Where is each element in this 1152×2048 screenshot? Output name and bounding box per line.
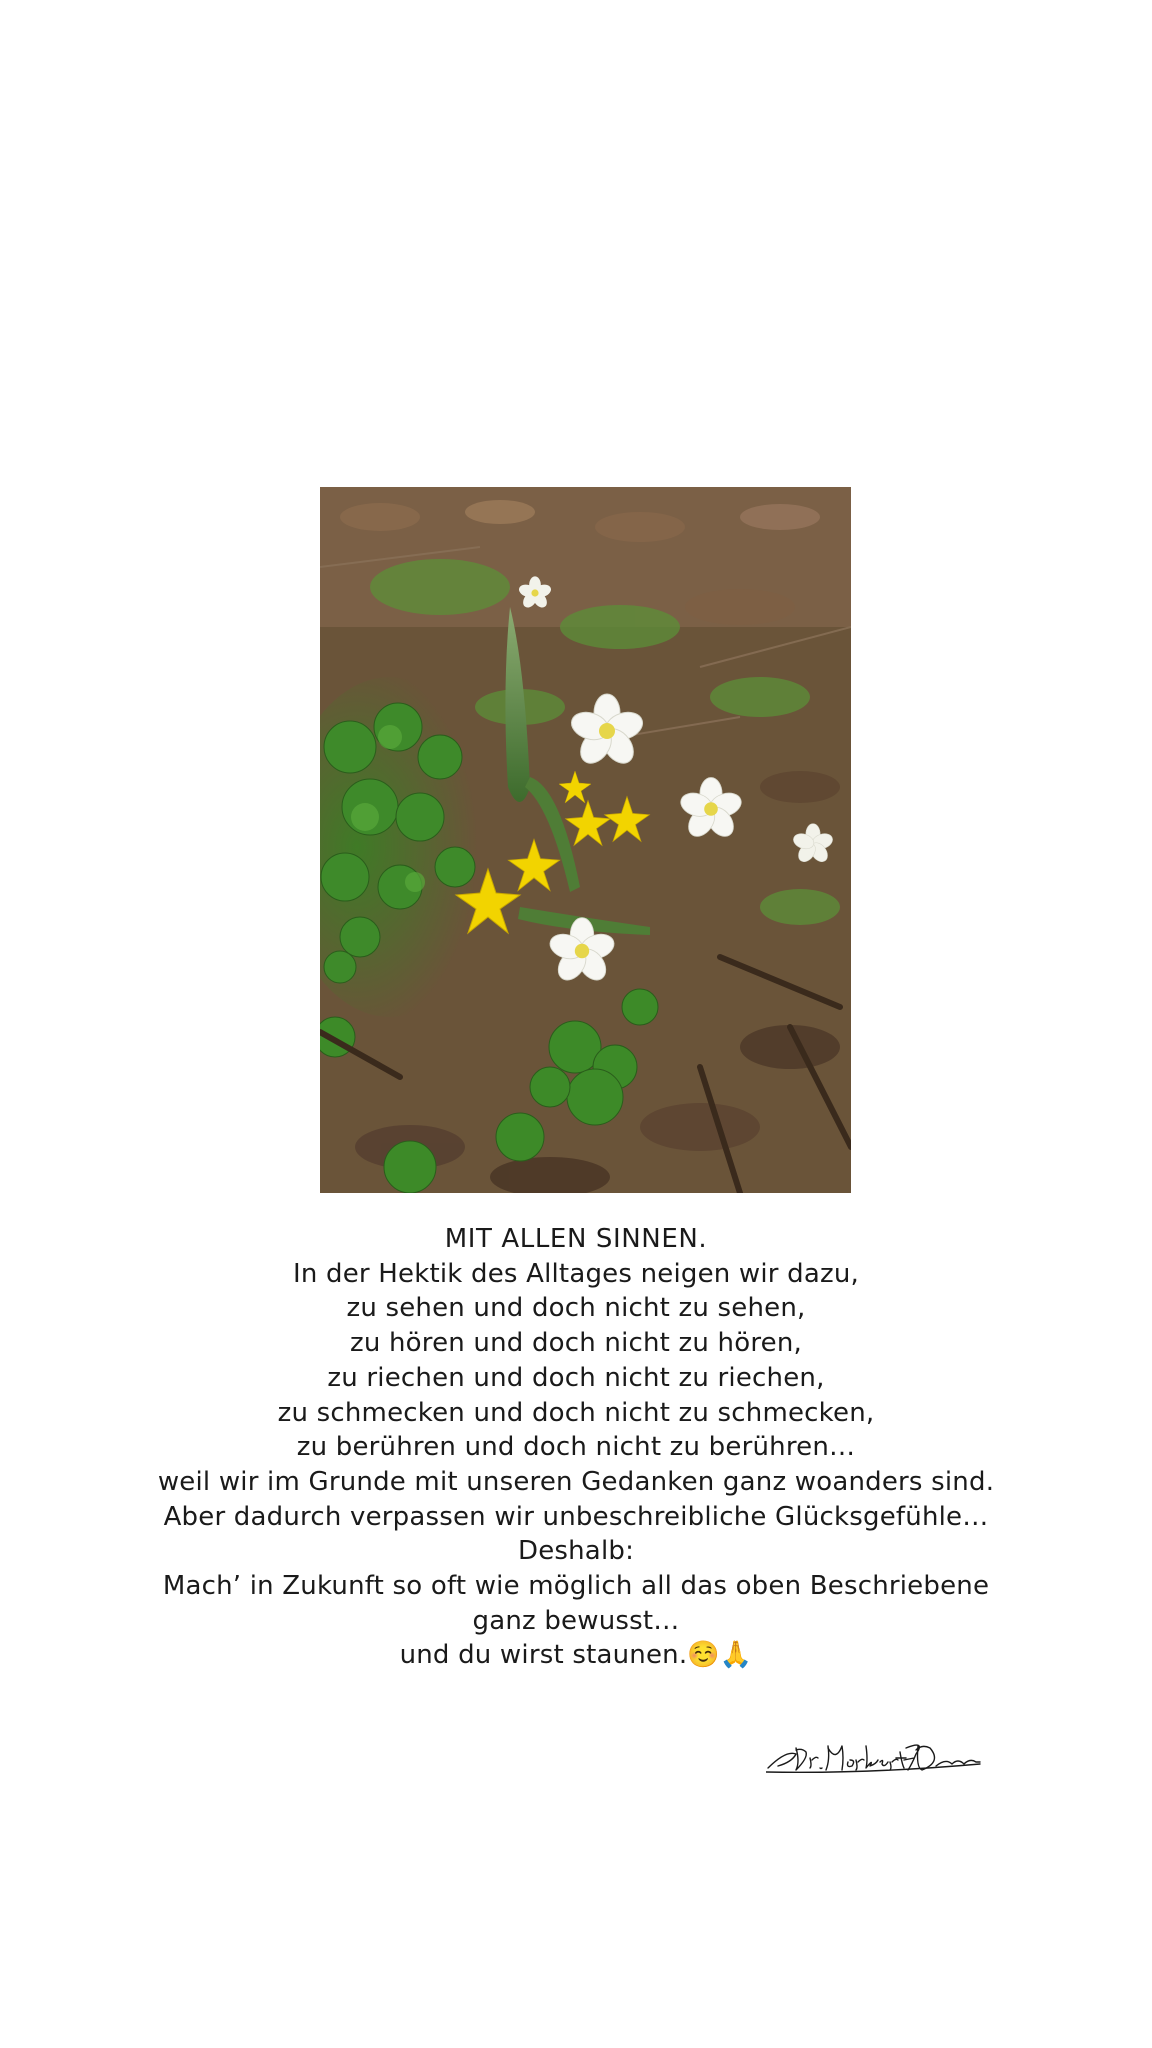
poem-line: zu schmecken und doch nicht zu schmecken,	[277, 1397, 875, 1428]
poem-line: ganz bewusst…	[472, 1605, 680, 1636]
poem	[96, 1222, 1056, 1673]
poem-line: weil wir im Grunde mit unseren Gedanken ganz woanders sind.	[157, 1466, 995, 1497]
poem-line: zu berühren und doch nicht zu berühren…	[296, 1432, 856, 1463]
poem-line: Mach’ in Zukunft so oft wie möglich all das oben Beschriebene	[162, 1571, 990, 1602]
poem-title: MIT ALLEN SINNEN.	[444, 1224, 708, 1254]
poem-line: Aber dadurch verpassen wir unbeschreibliche Glücksgefühle…	[163, 1501, 989, 1532]
poem-line: zu hören und doch nicht zu hören,	[350, 1328, 802, 1359]
handwritten-signature	[766, 1728, 982, 1784]
flower-photo	[320, 487, 851, 1193]
poem-line: Deshalb:	[517, 1536, 635, 1567]
poem-line: In der Hektik des Alltages neigen wir dazu,	[292, 1258, 859, 1289]
poem-line: und du wirst staunen.☺️🙏	[399, 1640, 753, 1671]
poem-line: zu riechen und doch nicht zu riechen,	[327, 1362, 825, 1393]
poem-line: zu sehen und doch nicht zu sehen,	[346, 1293, 806, 1324]
